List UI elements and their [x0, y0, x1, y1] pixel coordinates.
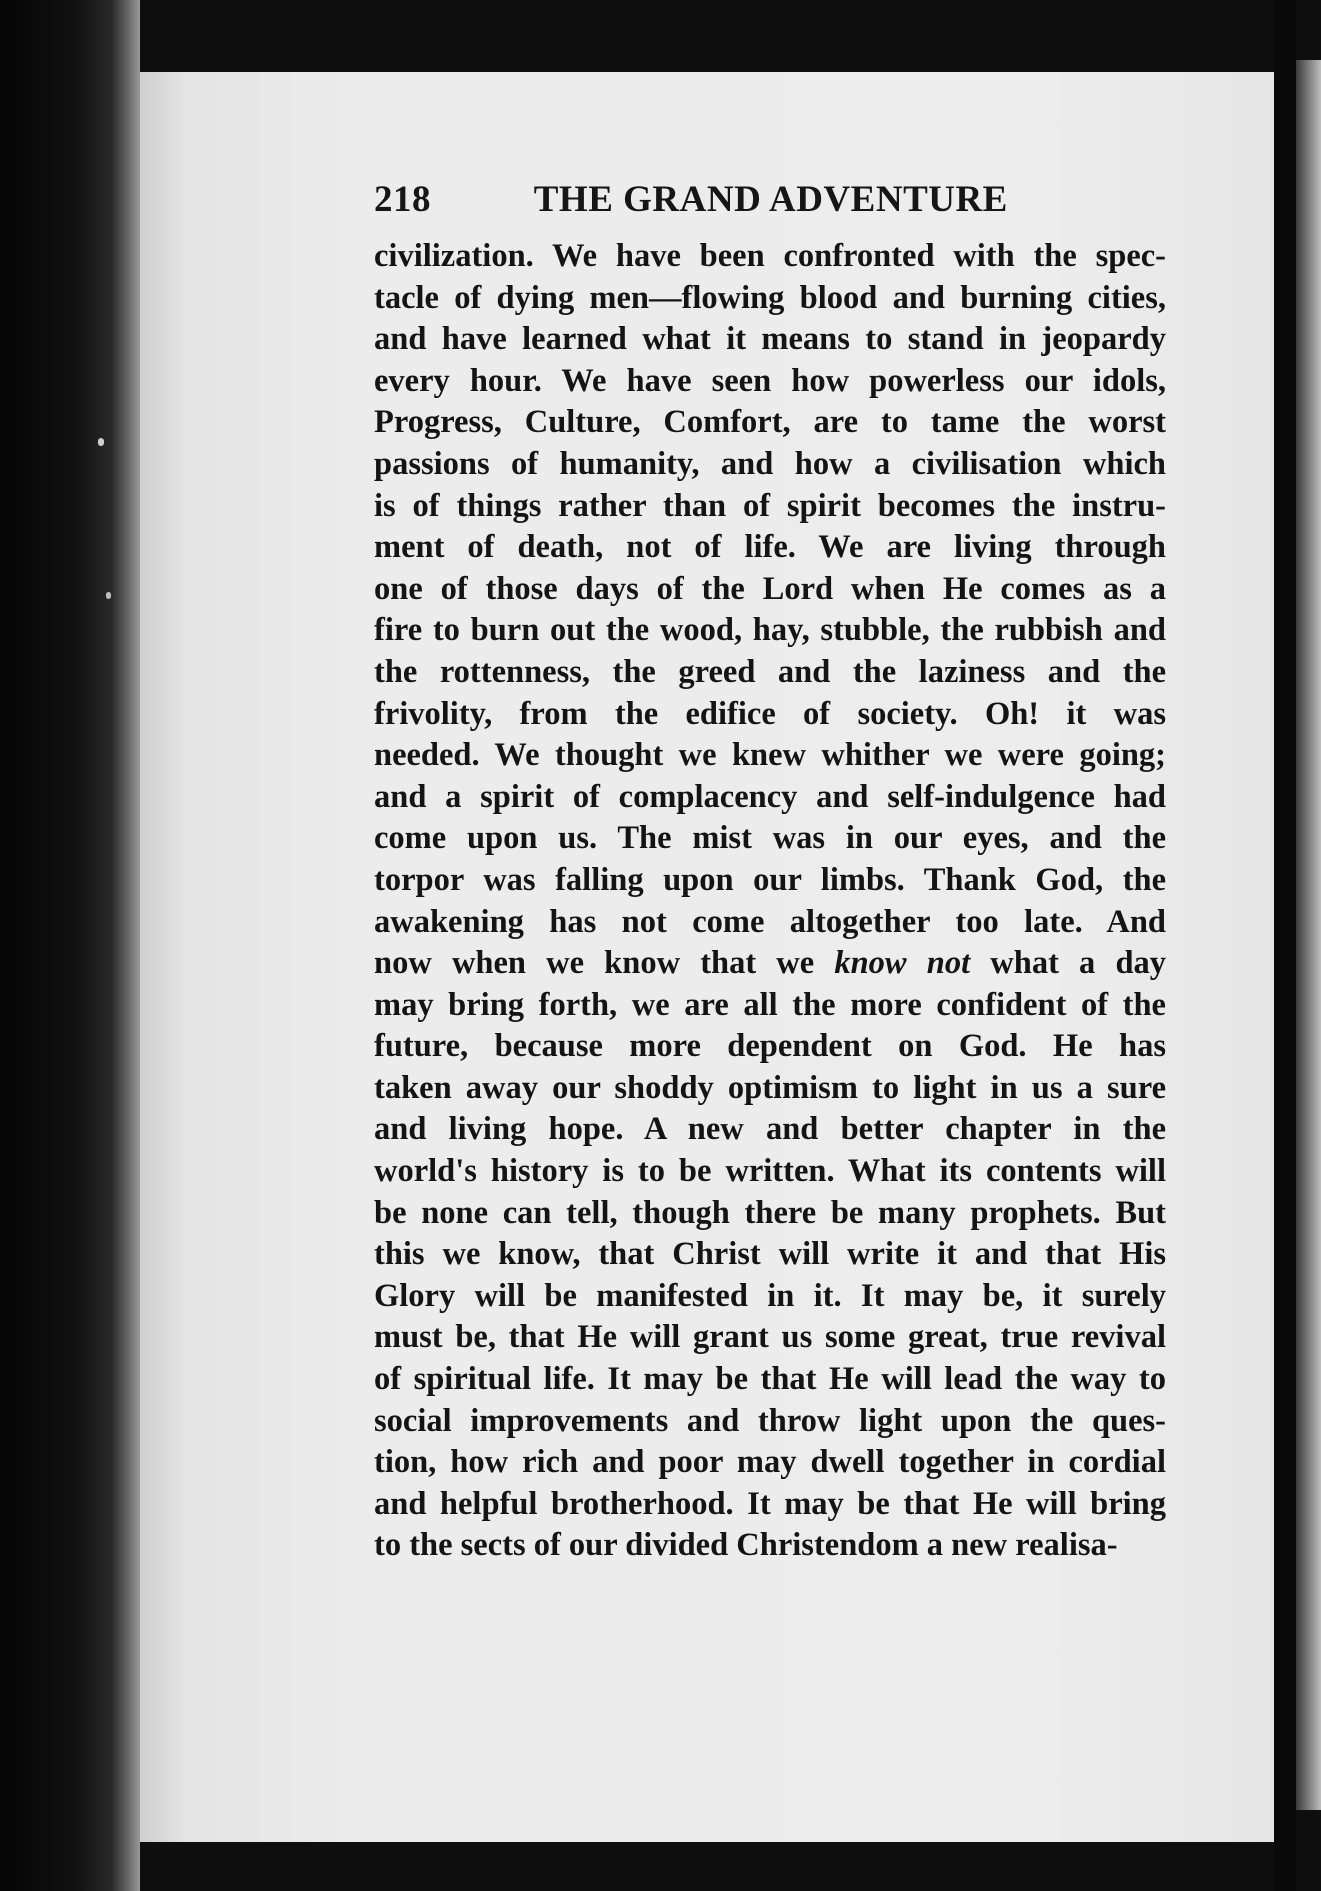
text-line: one of those days of the Lord when He comes as a: [374, 570, 1166, 607]
scan-speck: [106, 592, 111, 599]
text-line: social improvements and throw light upon the ques-: [374, 1402, 1166, 1439]
text-line: every hour. We have seen how powerless our idols,: [374, 362, 1166, 399]
emphasis-text: know not: [834, 945, 971, 982]
text-line: frivolity, from the edifice of society. Oh! it was: [374, 695, 1166, 732]
text-line: to the sects of our divided Christendom a new realisa-: [374, 1527, 1118, 1564]
text-line: [374, 943, 1166, 985]
text-line: this we know, that Christ will write it and that His: [374, 1236, 1166, 1273]
text-line: and have learned what it means to stand in jeopardy: [374, 321, 1166, 358]
text-line: and a spirit of complacency and self-indulgence had: [374, 778, 1166, 815]
text-line: world's history is to be written. What its contents will: [374, 1153, 1166, 1190]
text-line: torpor was falling upon our limbs. Thank God, the: [374, 861, 1166, 898]
text-line: future, because more dependent on God. He has: [374, 1028, 1166, 1065]
running-title: THE GRAND ADVENTURE: [533, 179, 1008, 220]
text-line: taken away our shoddy optimism to light in us a sure: [374, 1069, 1166, 1106]
text-line: Glory will be manifested in it. It may be, it surely: [374, 1277, 1166, 1314]
text-line: passions of humanity, and how a civilisation which: [374, 445, 1166, 482]
text-line: and living hope. A new and better chapter in the: [374, 1111, 1166, 1148]
text-line: tacle of dying men—flowing blood and burning cities,: [374, 279, 1166, 316]
text-line: needed. We thought we knew whither we were going;: [374, 737, 1166, 774]
text-line: civilization. We have been confronted with the spec-: [374, 238, 1166, 274]
text-span: now when we know that we: [374, 945, 815, 982]
text-line: awakening has not come altogether too late. And: [374, 903, 1166, 940]
text-line: may bring forth, we are all the more confident of the: [374, 986, 1166, 1023]
scan-left-border: [0, 0, 140, 1891]
facing-page-edge: [1296, 60, 1321, 1810]
text-line: come upon us. The mist was in our eyes, and the: [374, 820, 1166, 857]
body-text: [374, 236, 1166, 1567]
scan-speck: [98, 438, 104, 446]
text-line: is of things rather than of spirit becomes the instru-: [374, 487, 1166, 524]
text-line: of spiritual life. It may be that He will lead the way to: [374, 1361, 1166, 1398]
text-line: be none can tell, though there be many prophets. But: [374, 1194, 1166, 1231]
text-line: tion, how rich and poor may dwell together in cordial: [374, 1444, 1166, 1481]
text-line: must be, that He will grant us some great, true revival: [374, 1319, 1166, 1356]
text-span: what a day: [990, 945, 1167, 982]
text-line: and helpful brotherhood. It may be that He will bring: [374, 1485, 1166, 1522]
text-line: fire to burn out the wood, hay, stubble, the rubbish and: [374, 612, 1166, 649]
running-head: [374, 178, 1014, 221]
text-line: the rottenness, the greed and the laziness and the: [374, 653, 1166, 690]
text-line: Progress, Culture, Comfort, are to tame the worst: [374, 404, 1166, 441]
page-number: 218: [374, 179, 431, 220]
text-line: ment of death, not of life. We are living through: [374, 529, 1166, 566]
scan-gutter: [1274, 0, 1296, 1891]
